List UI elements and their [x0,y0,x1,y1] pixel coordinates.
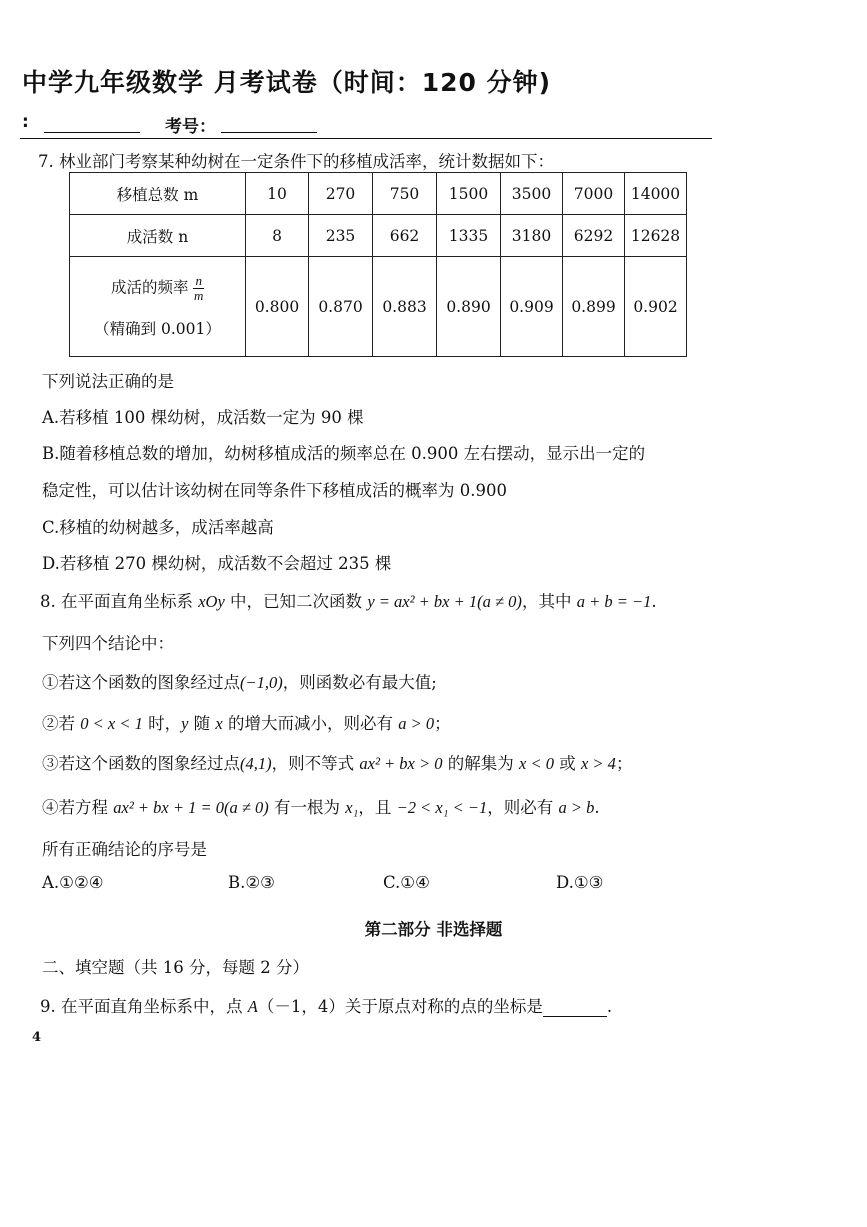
section-title: 第二部分 非选择题 [364,920,503,939]
section-heading: 二、填空题（共 16 分，每题 2 分） [42,958,309,977]
conclusion-1: ①若这个函数的图象经过点(−1,0)，则函数必有最大值; [42,673,437,692]
table-cell: 7000 [563,173,625,215]
header-rule [20,138,712,139]
row-label-survived: 成活数 n [70,215,246,257]
page-title: 中学九年级数学 月考试卷（时间：120 分钟) [22,68,552,97]
table-cell: 14000 [625,173,687,215]
question-7-option-b-line-2: 稳定性，可以估计该幼树在同等条件下移植成活的概率为 0.900 [42,481,507,500]
question-7-stem: 7. 林业部门考察某种幼树在一定条件下的移植成活率，统计数据如下： [38,152,554,171]
question-8-prompt: 下列四个结论中： [42,634,174,653]
table-cell: 1335 [437,215,501,257]
table-cell: 0.890 [437,257,501,357]
question-8-option-d: D.①③ [556,873,604,892]
conclusion-2: ②若 0 < x < 1 时，y 随 x 的增大而减小，则必有 a > 0； [42,714,451,733]
frequency-fraction: $\frac{n}{m}$ [194,273,204,303]
precision-note: （精确到 0.001） [94,320,221,338]
table-row-survived [70,215,687,257]
table-cell: 235 [309,215,373,257]
table-cell: 6292 [563,215,625,257]
question-8-summary: 所有正确结论的序号是 [42,840,207,859]
table-cell: 750 [373,173,437,215]
question-7-prompt: 下列说法正确的是 [42,372,174,391]
page-number: 4 [32,1030,42,1045]
question-7-option-a: A.若移植 100 棵幼树，成活数一定为 90 棵 [42,408,364,427]
table-cell: 3500 [501,173,563,215]
table-cell: 0.899 [563,257,625,357]
table-row-totals [70,173,687,215]
exam-number-blank [221,114,317,133]
table-cell: 8 [246,215,309,257]
table-cell: 0.800 [246,257,309,357]
question-7-option-d: D.若移植 270 棵幼树，成活数不会超过 235 棵 [42,554,392,573]
table-cell: 0.870 [309,257,373,357]
question-8-stem: 8. 在平面直角坐标系 xOy 中，已知二次函数 y = ax² + bx + 1(a ≠ 0)，其中 a + b = −1. [40,592,657,611]
table-cell: 3180 [501,215,563,257]
table-cell: 0.883 [373,257,437,357]
name-label: : [22,112,29,132]
table-row-frequency [70,257,687,357]
conclusion-4: ④若方程 ax² + bx + 1 = 0(a ≠ 0) 有一根为 x₁，且 −2 < x₁ < −1，则必有 a > b. [42,798,600,817]
row-label-frequency [70,257,246,357]
name-blank [44,114,140,133]
conclusion-3: ③若这个函数的图象经过点(4,1)，则不等式 ax² + bx > 0 的解集为 x < 0 或 x > 4； [42,754,633,773]
table-cell: 10 [246,173,309,215]
table-cell: 1500 [437,173,501,215]
row-label-totals: 移植总数 m [70,173,246,215]
question-7-option-c: C.移植的幼树越多，成活率越高 [42,518,274,537]
answer-blank [543,1001,607,1017]
table-cell: 0.909 [501,257,563,357]
table-cell: 0.902 [625,257,687,357]
table-cell: 270 [309,173,373,215]
question-8-option-a: A.①②④ [42,873,104,892]
question-8-option-c: C.①④ [383,873,430,892]
table-cell: 12628 [625,215,687,257]
question-9: 9. 在平面直角坐标系中，点 A（－1，4）关于原点对称的点的坐标是 . [40,997,613,1016]
question-7-option-b-line-1: B.随着移植总数的增加，幼树移植成活的频率总在 0.900 左右摆动，显示出一定的 [42,444,646,463]
table-cell: 662 [373,215,437,257]
question-8-option-b: B.②③ [228,873,275,892]
exam-number-label: 考号： [165,117,216,137]
survival-data-table [69,172,687,357]
frequency-label: 成活的频率 [111,278,189,297]
